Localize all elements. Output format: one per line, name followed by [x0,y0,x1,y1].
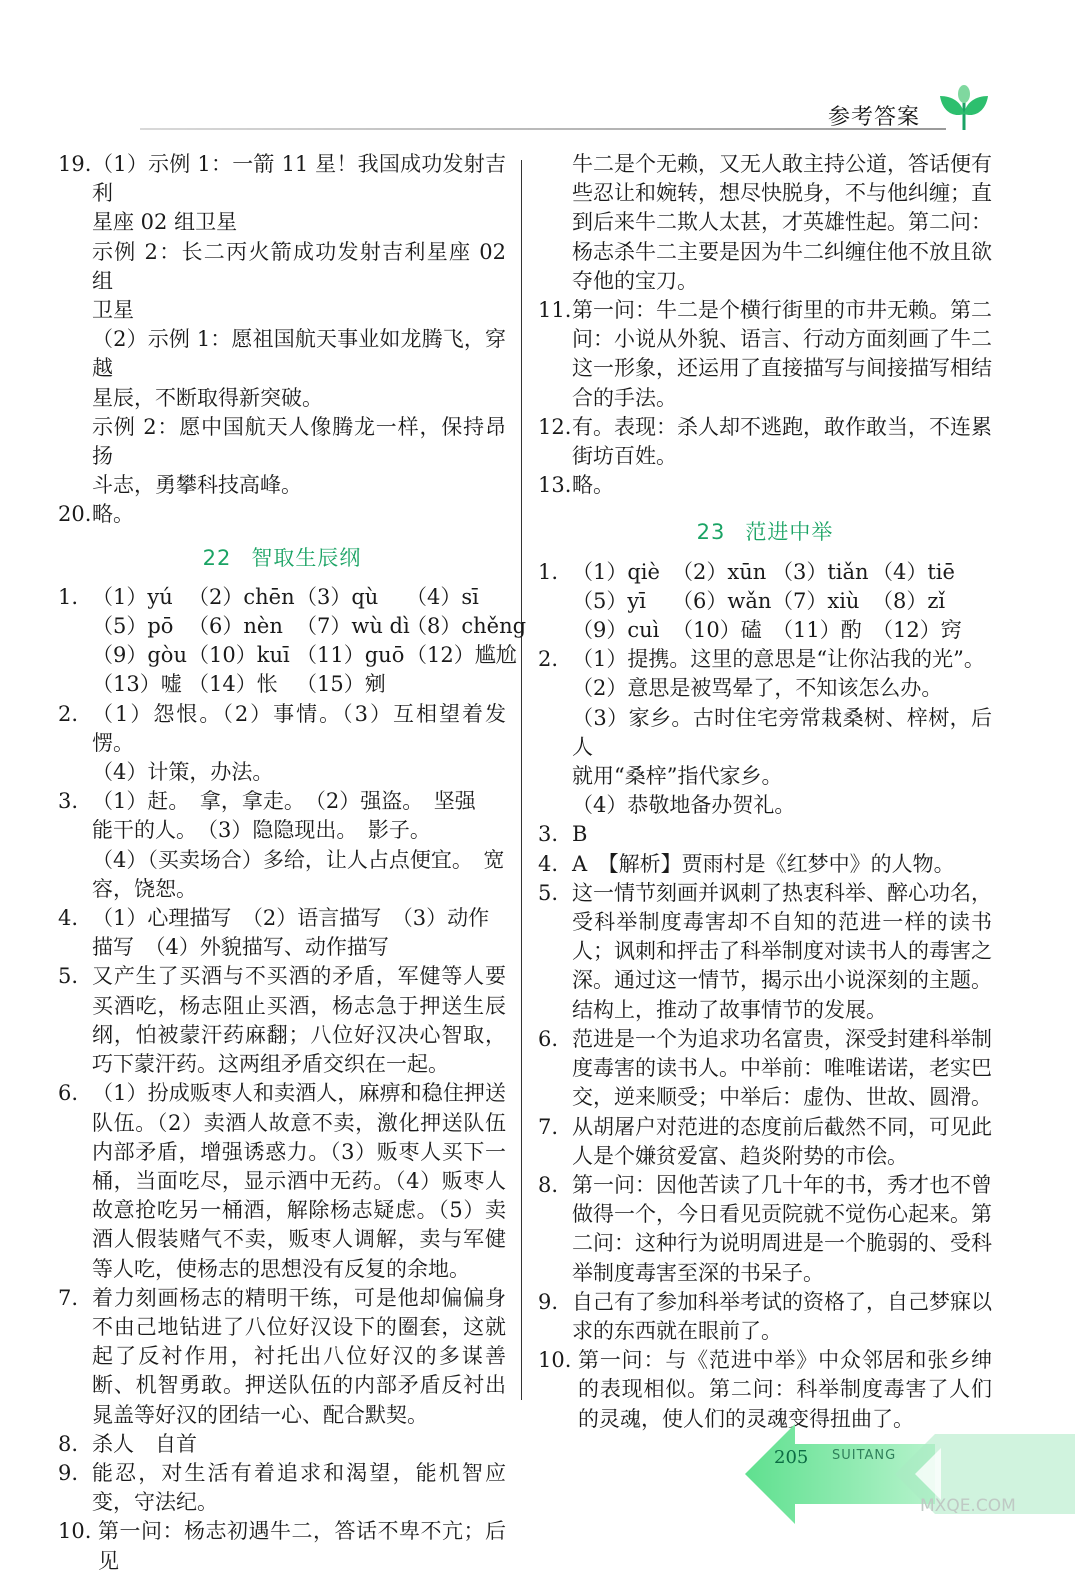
answer-23-4: 4. A 【解析】贾雨村是《红梦中》的人物。 [538,851,955,876]
answer-23-1: 1. （1）qiè （2）xūn （3）tiǎn （4）tiē （5）yī （6）wǎn（7）xiù （8）zǐ （9）cuì （10）磕 （11）酌 （12）窍 [538,558,992,646]
pinyin-row: （13）嘘 （14）怅 （15）剜 [92,672,386,697]
answer-23-5: 5. 这一情节刻画并讽刺了热衷科举、醉心功名，受科举制度毒害却不自知的范进一样的读书人；讽刺和抨击了科举制度对读书人的毒害之深。通过这一情节，揭示出小说深刻的主题。结构上，推动了故事情节的发展。 [538,880,992,1022]
answer-23-2: 2. （1）提携。这里的意思是“让你沾我的光”。 （2）意思是被骂晕了，不知该怎么办。 （3）家乡。古时住宅旁常栽桑树、梓树，后人 就用“桑梓”指代家乡。 （4）恭敬地备办贺礼。 [538,647,992,818]
section-title-22: 22 智取生辰纲 [202,545,362,570]
watermark-url: MXQE.COM [920,1496,1016,1516]
answer-22-6: 6. （1）扮成贩枣人和卖酒人，麻痹和稳住押送队伍。（2）卖酒人故意不卖，激化押送队伍内部矛盾，增强诱惑力。（3）贩枣人买下一桶，当面吃尽，显示酒中无药。（4）贩枣人故意抢吃另一桶酒，解除杨志疑虑。（5）卖酒人假装赌气不卖，贩枣人调解，卖与军健等人吃，使杨志的思想没有反复的余地。 [58,1081,506,1281]
answer-23-9: 9. 自己有了参加科举考试的资格了，自己梦寐以求的东西就在眼前了。 [538,1289,992,1343]
answer-22-7: 7. 着力刻画杨志的精明干练，可是他却偏偏身不由己地钻进了八位好汉设下的圈套，这就起了反衬作用，衬托出八位好汉的多谋善断、机智勇敢。押送队伍的内部矛盾反衬出晁盖等好汉的团结一心、配合默契。 [58,1285,506,1427]
brand-text: SUITANG [832,1448,897,1463]
pinyin-row: （1）yú （2）chēn（3）qù （4）sī [92,584,479,609]
column-divider [521,160,522,1400]
answer-22-1: 1. （1）yú （2）chēn（3）qù （4）sī （5）pō （6）nèn （7）wù dì（8）chěng （9）gòu（10）kuī （11）guō（12）尴尬 （13）嘘 （14）怅 （15）剜 [58,583,506,700]
pinyin-row: （9）gòu（10）kuī （11）guō（12）尴尬 [92,643,517,668]
page-number: 205 [774,1447,809,1468]
answer-22-4: 4. （1）心理描写 （2）语言描写 （3）动作 描写 （4）外貌描写、动作描写 [58,906,490,960]
answer-22-3: 3. （1）赶。 拿，拿走。 （2）强盗。 坚强 能干的人。 （3）隐隐现出。 影子。 （4）（买卖场合）多给，让人占点便宜。 宽 容，饶恕。 [58,789,505,901]
answer-22-10-continued: 牛二是个无赖，又无人敢主持公道，答话便有些忍让和婉转，想尽快脱身，不与他纠缠；直到后来牛二欺人太甚，才英雄性起。第二问：杨志杀牛二主要是因为牛二纠缠住他不放且欲夺他的宝刀。 [572,152,992,293]
answer-22-12: 12. 有。表现：杀人却不逃跑，敢作敢当，不连累街坊百姓。 [538,414,992,469]
footer-arrow-banner [745,1418,1085,1530]
answer-23-8: 8. 第一问：因他苦读了几十年的书，秀才也不曾做得一个，今日看见贡院就不觉伤心起来。第二问：这种行为说明周进是一个脆弱的、受科举制度毒害至深的书呆子。 [538,1172,992,1285]
answer-23-10: 10. 第一问：与《范进中举》中众邻居和张乡绅的表现相似。第二问：科举制度毒害了人们的灵魂，使人们的灵魂变得扭曲了。 [538,1348,992,1431]
answer-23-3: 3. B [538,822,588,847]
answer-19: 19. （1）示例 1：一箭 11 星！我国成功发射吉利 星座 02 组卫星 示例 2：长二丙火箭成功发射吉利星座 02 组 卫星 （2）示例 1：愿祖国航天事业如龙腾飞，穿越 星辰，不断取得新突破。 示例 2：愿中国航天人像腾龙一样，保持昂扬 斗志，勇攀科技高峰。 [58,152,506,498]
answer-22-13: 13. 略。 [538,473,614,498]
pinyin-row: （5）yī （6）wǎn（7）xiù （8）zǐ [572,588,946,613]
pinyin-row: （9）cuì （10）磕 （11）酌 （12）窍 [572,618,962,643]
answer-22-9: 9. 能忍，对生活有着追求和渴望，能机智应变，守法纪。 [58,1460,506,1515]
pinyin-row: （1）qiè （2）xūn （3）tiǎn （4）tiē [572,559,955,584]
answer-22-11: 11. 第一问：牛二是个横行街里的市井无赖。第二问：小说从外貌、语言、行动方面刻画了牛二这一形象，还运用了直接描写与间接描写相结合的手法。 [538,298,992,410]
answer-22-5: 5. 又产生了买酒与不买酒的矛盾，军健等人要买酒吃，杨志阻止买酒，杨志急于押送生辰纲，怕被蒙汗药麻翻；八位好汉决心智取，巧下蒙汗药。这两组矛盾交织在一起。 [58,964,506,1077]
answer-20: 20. 略。 [58,502,134,527]
page-header-title: 参考答案 [828,105,921,130]
answer-22-8: 8. 杀人 自首 [58,1431,197,1456]
answer-23-7: 7. 从胡屠户对范进的态度前后截然不同，可见此人是个嫌贫爱富、趋炎附势的市侩。 [538,1114,992,1168]
header-rule [140,128,946,130]
answer-22-10: 10. 第一问：杨志初遇牛二，答话不卑不亢；后见 [58,1519,506,1573]
left-column [58,150,527,1576]
answer-22-2: 2. （1）怨恨。（2）事情。（3）互相望着发愣。 （4）计策，办法。 [58,701,506,785]
leaf-icon [938,84,990,134]
answer-23-6: 6. 范进是一个为追求功名富贵，深受封建科举制度毒害的读书人。中举前：唯唯诺诺，老实巴交，逆来顺受；中举后：虚伪、世故、圆滑。 [538,1026,992,1110]
section-title-23: 23 范进中举 [696,520,834,545]
right-column [538,150,992,1434]
pinyin-row: （5）pō （6）nèn （7）wù dì（8）chěng [92,614,527,639]
